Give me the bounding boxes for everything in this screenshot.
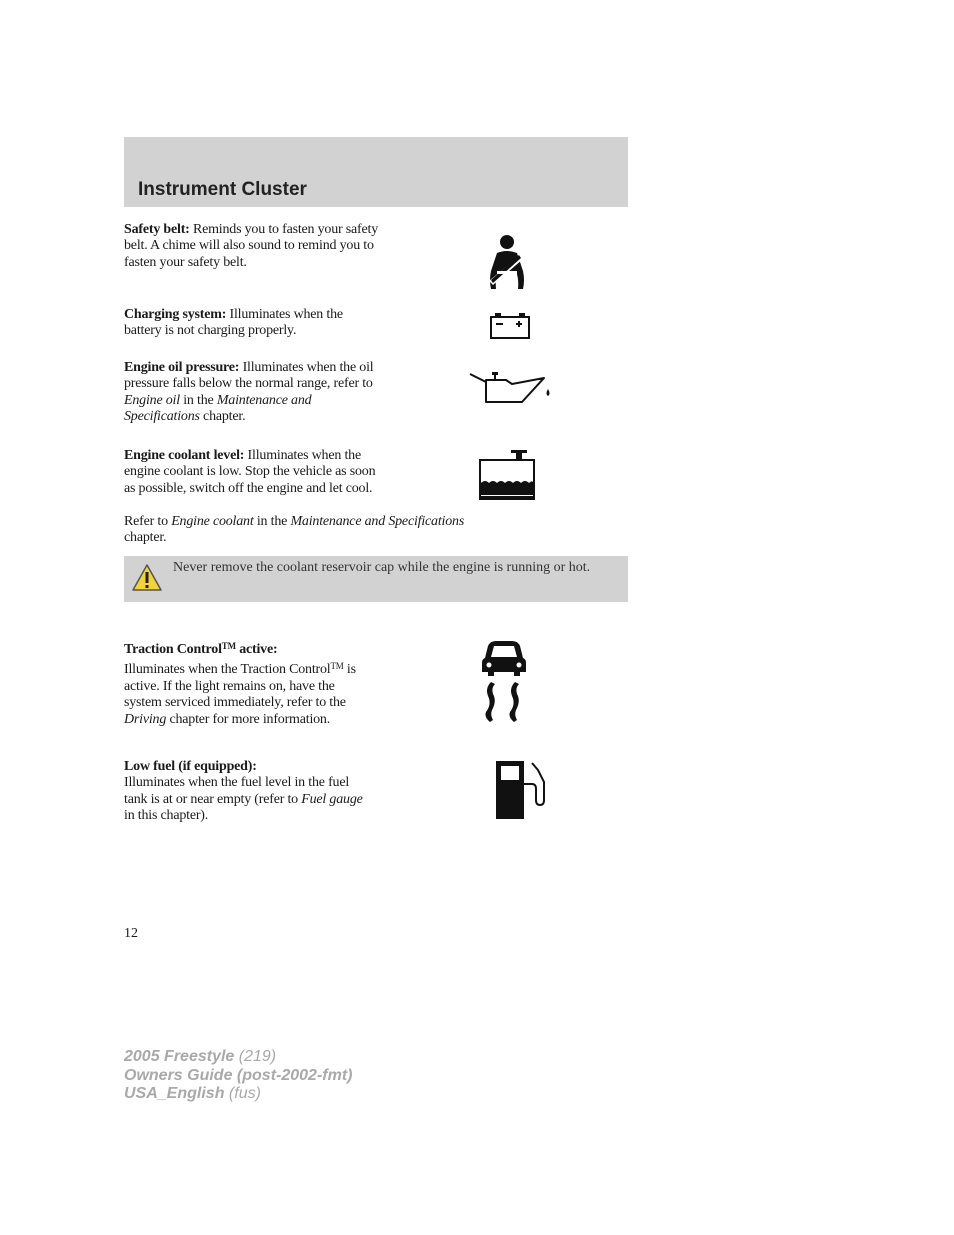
fuel-pump-icon	[494, 760, 546, 820]
oil-pressure-paragraph: Engine oil pressure: Illuminates when the oil pressure falls below the normal range, refer to Engine oil in the Maintenance and Specifications chapter.	[124, 360, 374, 425]
charging-system-term: Charging system:	[124, 307, 227, 322]
oil-pressure-term: Engine oil pressure:	[124, 360, 240, 375]
document-footer: 2005 Freestyle (219) Owners Guide (post-2002-fmt) USA_English (fus)	[124, 1048, 353, 1102]
oil-can-icon	[468, 370, 556, 406]
coolant-reservoir-icon	[478, 449, 536, 501]
page-title: Instrument Cluster	[138, 179, 307, 200]
safety-belt-term: Safety belt:	[124, 222, 190, 237]
coolant-level-term: Engine coolant level:	[124, 448, 245, 463]
seatbelt-icon	[483, 233, 531, 291]
coolant-reference-paragraph: Refer to Engine coolant in the Maintenance and Specifications chapter.	[124, 514, 465, 546]
safety-belt-paragraph: Safety belt: Reminds you to fasten your safety belt. A chime will also sound to remind you to fasten your safety belt.	[124, 222, 379, 270]
section-header-band	[124, 137, 628, 207]
traction-control-icon	[480, 640, 528, 724]
coolant-level-paragraph: Engine coolant level: Illuminates when the engine coolant is low. Stop the vehicle as soon as possible, switch off the engine and let cool.	[124, 448, 376, 496]
low-fuel-term: Low fuel (if equipped):	[124, 759, 257, 774]
low-fuel-paragraph: Low fuel (if equipped): Illuminates when the fuel level in the fuel tank is at or near empty (refer to Fuel gauge in this chapter).	[124, 759, 363, 824]
warning-box	[124, 556, 628, 602]
page-number: 12	[124, 926, 138, 941]
battery-icon	[489, 312, 531, 340]
warning-text: Never remove the coolant reservoir cap while the engine is running or hot.	[173, 560, 591, 575]
traction-control-term: Traction Control™ active:	[124, 641, 278, 657]
traction-control-paragraph: Traction Control™ active: Illuminates when the Traction Control™ is active. If the light remains on, have the system serviced immediately, refer to the Driving chapter for more information.	[124, 641, 356, 727]
charging-system-paragraph: Charging system: Illuminates when the battery is not charging properly.	[124, 307, 343, 339]
warning-triangle-icon	[131, 563, 163, 593]
